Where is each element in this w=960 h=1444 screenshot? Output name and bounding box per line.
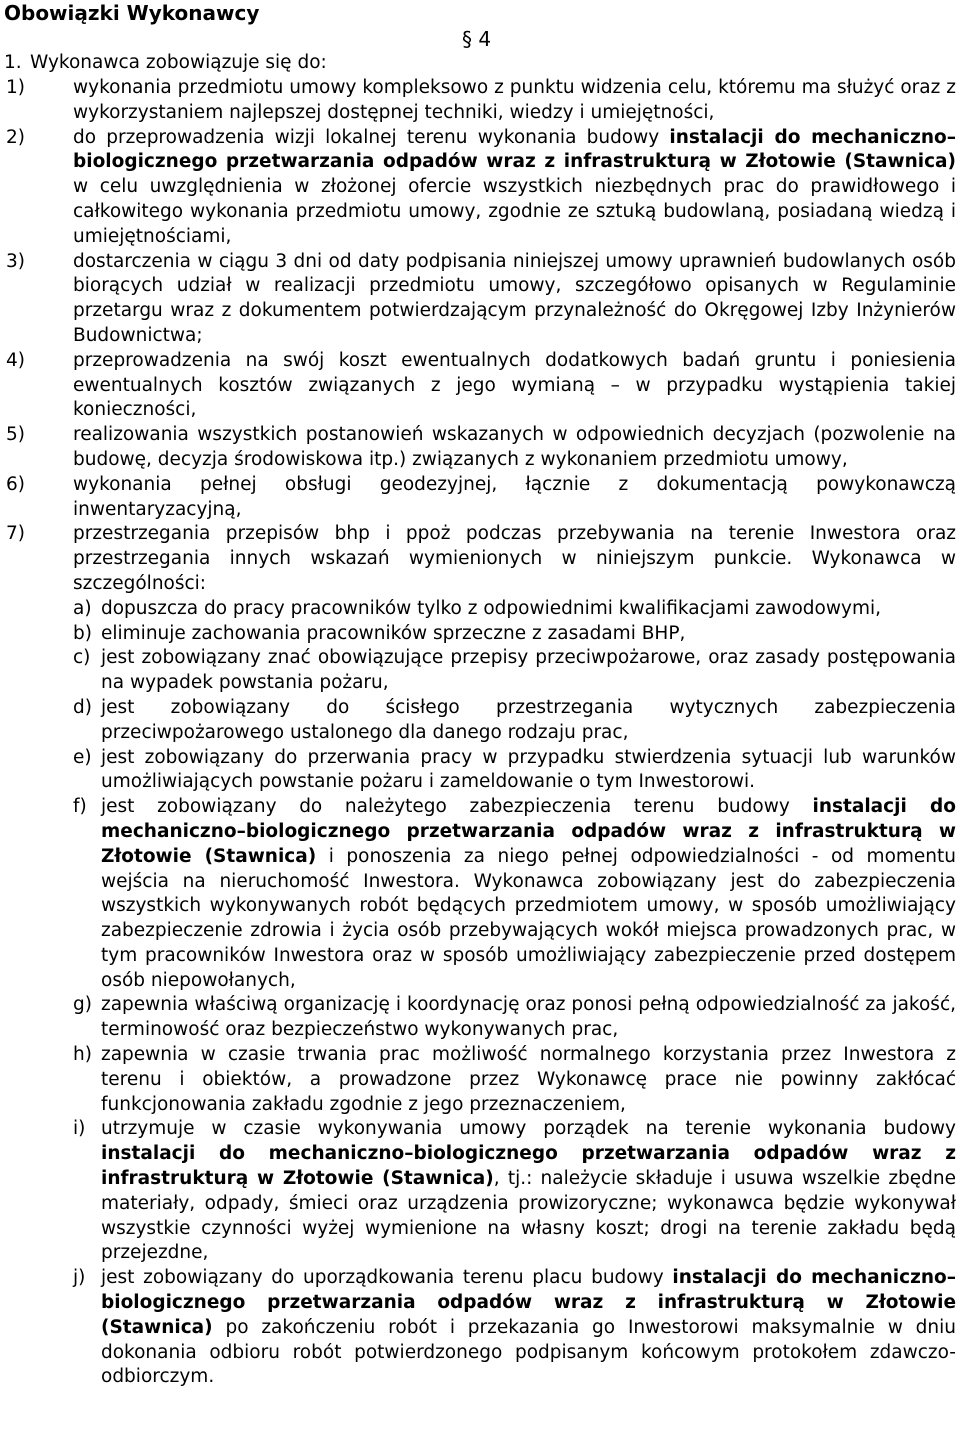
sub-item-letter: j) <box>73 1267 86 1289</box>
sub-list-item <box>0 622 960 647</box>
sub-item-text: jest zobowiązany znać obowiązujące przepisy przeciwpożarowe, oraz zasady postępowania na wypadek powstania pożaru, <box>101 647 956 694</box>
sub-list-item <box>0 696 960 746</box>
item-number: 6) <box>6 473 25 495</box>
item-number: 5) <box>6 424 25 446</box>
sub-item-text: dopuszcza do pracy pracowników tylko z odpowiednimi kwalifikacjami zawodowymi, <box>101 597 881 619</box>
sub-item-letter: c) <box>73 647 91 669</box>
sub-list-item <box>0 1117 960 1266</box>
intro-line <box>4 52 327 74</box>
sub-item-text: zapewnia w czasie trwania prac możliwość normalnego korzystania przez Inwestora z terenu i obiektów, a prowadzone przez Wykonawcę prace nie powinny zakłócać funkcjonowania zakładu zgodnie z jego przeznaczeniem, <box>101 1044 956 1115</box>
sub-item-letter: a) <box>73 597 92 619</box>
sub-item-text: zapewnia właściwą organizację i koordynację oraz ponosi pełną odpowiedzialność za jakość, terminowość oraz bezpieczeństwo wykonywanych prac, <box>101 994 956 1041</box>
page-title: Obowiązki Wykonawcy <box>4 1 260 25</box>
section-number: § 4 <box>462 27 492 51</box>
sub-item-text: , tj.: należycie składuje i usuwa wszelkie zbędne materiały, odpady, śmieci oraz urządzenia prowizoryczne; wykonawca będzie wykonywał wszystkie czynności wyżej wymienione na własny koszt; drogi na terenie zakładu będą przejezdne, <box>101 1168 957 1264</box>
sub-item-text: utrzymuje w czasie wykonywania umowy porządek na terenie wykonania budowy <box>101 1118 956 1140</box>
sub-item-text: i ponoszenia za niego pełnej odpowiedzialności - od momentu wejścia na nieruchomość Inwestora. Wykonawca zobowiązany jest do zabezpieczenia wszystkich wykonywanych robót będących przedmiotem umowy, w sposób umożliwiający zabezpieczenie zdrowia i życia osób przebywających wokół miejsca prowadzonych prac, w tym pracowników Inwestora oraz w sposób umożliwiający zabezpieczenie przed dostępem osób niepowołanych, <box>101 845 956 991</box>
sub-list-item <box>0 646 960 696</box>
item-number: 4) <box>6 349 25 371</box>
sub-item-text: eliminuje zachowania pracowników sprzeczne z zasadami BHP, <box>101 622 686 644</box>
sub-item-letter: e) <box>73 746 92 768</box>
list-item <box>0 250 960 349</box>
intro-text: Wykonawca zobowiązuje się do: <box>30 52 327 73</box>
list-item <box>0 349 960 423</box>
item-text: wykonania przedmiotu umowy kompleksowo z punktu widzenia celu, któremu ma służyć oraz z wykorzystaniem najlepszej dostępnej techniki, wiedzy i umiejętności, <box>73 77 956 123</box>
sub-list-item <box>0 1266 960 1390</box>
item-text: realizowania wszystkich postanowień wskazanych w odpowiednich decyzjach (pozwolenie na budowę, decyzja środowiskowa itp.) związanych z wykonaniem przedmiotu umowy, <box>73 424 956 470</box>
item-number: 7) <box>6 523 25 545</box>
sub-item-letter: h) <box>73 1044 92 1066</box>
item-number: 3) <box>6 250 25 272</box>
sub-item-letter: b) <box>73 622 92 644</box>
sub-item-text: jest zobowiązany do należytego zabezpieczenia terenu budowy <box>101 796 813 818</box>
sub-item-letter: d) <box>73 696 92 718</box>
item-text: do przeprowadzenia wizji lokalnej terenu wykonania budowy <box>73 126 670 148</box>
item-text: dostarczenia w ciągu 3 dni od daty podpisania niniejszej umowy uprawnień budowlanych osób biorących udział w realizacji przedmiotu umowy, szczegółowo opisanych w Regulaminie przetargu wraz z dokumentem potwierdzającym przynależność do Okręgowej Izby Inżynierów Budownictwa; <box>73 250 956 346</box>
sub-item-text: jest zobowiązany do ścisłego przestrzegania wytycznych zabezpieczenia przeciwpożarowego ustalonego dla danego rodzaju prac, <box>101 696 956 743</box>
sub-item-letter: f) <box>73 796 87 818</box>
list-item <box>0 423 960 473</box>
sub-list-item <box>0 746 960 796</box>
list-item <box>0 126 960 250</box>
list-item <box>0 473 960 523</box>
sub-list-item <box>0 993 960 1043</box>
sub-item-bold-text: instalacji do mechaniczno–biologicznego przetwarzania odpadów wraz z infrastrukturą w Złotowie (Stawnica) <box>101 1143 956 1190</box>
obligations-list <box>0 76 960 1390</box>
sub-item-text: jest zobowiązany do przerwania pracy w przypadku stwierdzenia sytuacji lub warunków umożliwiających powstanie pożaru i zameldowanie o tym Inwestorowi. <box>101 746 956 793</box>
sub-item-bold-text: instalacji do mechaniczno–biologicznego przetwarzania odpadów wraz z infrastrukturą w Złotowie (Stawnica) <box>101 796 957 867</box>
intro-number: 1. <box>4 52 22 73</box>
item-number: 2) <box>6 126 25 148</box>
sub-item-letter: i) <box>73 1118 86 1140</box>
sub-item-letter: g) <box>73 994 92 1016</box>
item-text: przeprowadzenia na swój koszt ewentualnych dodatkowych badań gruntu i poniesienia ewentualnych kosztów związanych z jego wymianą – w przypadku wystąpienia takiej konieczności, <box>73 349 956 421</box>
item-text: w celu uwzględnienia w złożonej ofercie wszystkich niezbędnych prac do prawidłowego i całkowitego wykonania przedmiotu umowy, zgodnie ze sztuką budowlaną, posiadaną wiedzą i umiejętnościami, <box>73 176 956 247</box>
sub-item-bold-text: instalacji do mechaniczno–biologicznego przetwarzania odpadów wraz z infrastrukturą w Złotowie (Stawnica) <box>101 1267 956 1338</box>
item-bold-text: instalacji do mechaniczno–biologicznego przetwarzania odpadów wraz z infrastrukturą w Złotowie (Stawnica) <box>73 126 956 173</box>
sub-list-item <box>0 597 960 622</box>
item-number: 1) <box>6 77 25 98</box>
sub-list-item <box>0 795 960 993</box>
sub-item-text: jest zobowiązany do uporządkowania terenu placu budowy <box>101 1267 673 1289</box>
item-text: wykonania pełnej obsługi geodezyjnej, łącznie z dokumentacją powykonawczą inwentaryzacyjną, <box>73 473 956 520</box>
item-text: przestrzegania przepisów bhp i ppoż podczas przebywania na terenie Inwestora oraz przestrzegania innych wskazań wymienionych w niniejszym punkcie. Wykonawca w szczególności: <box>73 523 956 594</box>
list-item <box>0 522 960 596</box>
sub-item-text: po zakończeniu robót i przekazania go Inwestorowi maksymalnie w dniu dokonania odbioru robót potwierdzonego podpisanym końcowym protokołem zdawczo-odbiorczym. <box>101 1316 956 1388</box>
sub-list-item <box>0 1043 960 1117</box>
list-item <box>0 76 960 126</box>
